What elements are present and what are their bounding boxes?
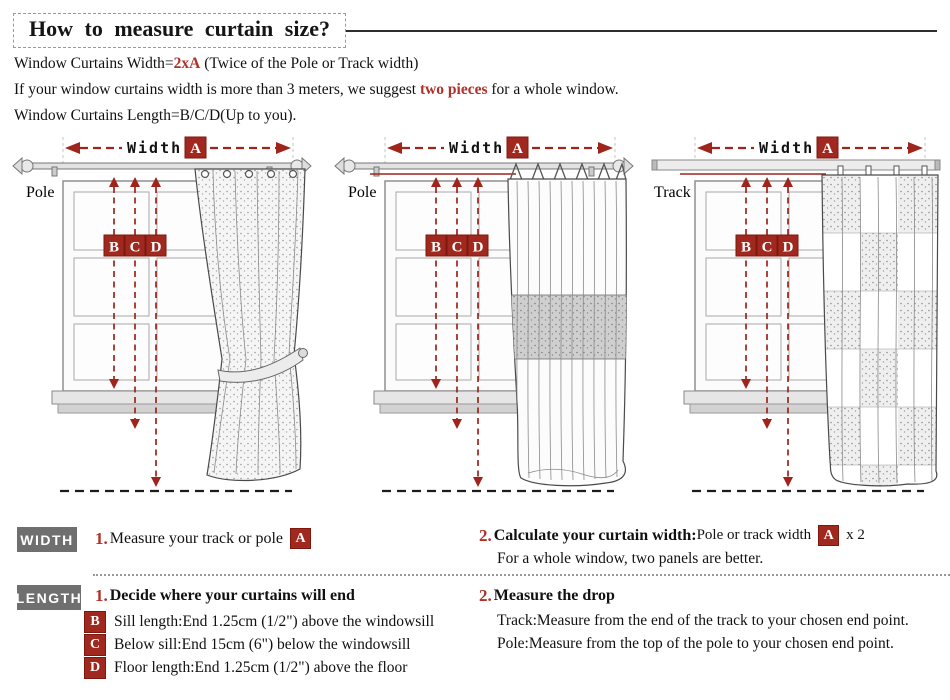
b-letter: B xyxy=(108,239,120,256)
intro-line-2-post: for a whole window. xyxy=(487,81,619,98)
step-text-post: x 2 xyxy=(846,527,865,543)
a-letter: A xyxy=(190,141,201,157)
c-badge: C xyxy=(84,634,106,656)
length-step-2 xyxy=(479,586,615,606)
width-arrow xyxy=(65,137,291,158)
intro-line-2 xyxy=(14,77,619,103)
a-letter: A xyxy=(512,141,523,157)
length-item-below-sill xyxy=(84,634,411,656)
length-item-text: Floor length:End 1.25cm (1/2") above the floor xyxy=(114,659,408,676)
step-number: 2. xyxy=(479,525,492,545)
title-rule xyxy=(346,30,937,32)
intro-text xyxy=(14,51,619,129)
length-step-1 xyxy=(95,586,355,606)
checkered-curtain xyxy=(820,166,942,487)
length-pole-note: Pole:Measure from the top of the pole to your chosen end point. xyxy=(497,635,894,652)
step-number: 1. xyxy=(95,586,108,605)
b-letter: B xyxy=(430,239,442,256)
width-arrow xyxy=(387,137,613,158)
diagram-pole-tietop-curtain xyxy=(330,133,640,505)
intro-line-1-post: (Twice of the Pole or Track width) xyxy=(200,55,419,72)
tietop-curtain xyxy=(504,164,632,486)
width-label: Width xyxy=(127,139,183,157)
b-badge: B xyxy=(84,611,106,633)
b-letter: B xyxy=(740,239,752,256)
c-letter: C xyxy=(129,239,141,256)
intro-line-1-pre: Window Curtains Width= xyxy=(14,55,174,72)
step-text-bold: Calculate your curtain width: xyxy=(493,526,697,544)
width-step-2 xyxy=(479,525,865,546)
length-section-heading: LENGTH xyxy=(17,585,81,610)
intro-line-2-pre: If your window curtains width is more than 3 meters, we suggest xyxy=(14,81,420,98)
mount-label: Pole xyxy=(26,184,55,201)
bcd-boxes xyxy=(104,235,166,256)
intro-line-1-highlight: 2xA xyxy=(173,55,201,72)
width-label: Width xyxy=(759,139,815,157)
length-item-sill xyxy=(84,611,434,633)
c-letter: C xyxy=(451,239,463,256)
a-badge: A xyxy=(818,525,839,546)
section-divider xyxy=(93,574,950,576)
length-item-floor xyxy=(84,657,407,679)
intro-line-1 xyxy=(14,51,619,77)
width-section-heading: WIDTH xyxy=(17,527,77,552)
step-text: Measure your track or pole xyxy=(109,529,284,547)
width-step-1 xyxy=(95,528,318,549)
length-item-text: Sill length:End 1.25cm (1/2") above the windowsill xyxy=(114,613,435,630)
step-text: Pole or track width xyxy=(696,527,812,543)
width-step-2-note: For a whole window, two panels are better. xyxy=(497,550,764,567)
a-badge: A xyxy=(290,528,311,549)
intro-line-3-text: Window Curtains Length=B/C/D(Up to you). xyxy=(14,107,297,124)
d-letter: D xyxy=(472,239,484,256)
d-letter: D xyxy=(782,239,794,256)
width-label: Width xyxy=(449,139,505,157)
curtain-texture xyxy=(820,173,942,487)
diagram-track-checkered-curtain xyxy=(640,133,950,505)
length-item-text: Below sill:End 15cm (6") below the windowsill xyxy=(114,636,411,653)
intro-line-2-highlight: two pieces xyxy=(419,81,488,98)
width-arrow xyxy=(697,137,923,158)
mount-label: Pole xyxy=(348,184,377,201)
bcd-boxes xyxy=(426,235,488,256)
step-text: Measure the drop xyxy=(493,587,615,604)
diagram-pole-grommet-curtain xyxy=(8,133,318,505)
step-number: 2. xyxy=(479,586,492,605)
step-number: 1. xyxy=(95,528,108,548)
mount-label: Track xyxy=(654,184,691,201)
bcd-boxes xyxy=(736,235,798,256)
page-title: How to measure curtain size? xyxy=(13,13,346,48)
c-letter: C xyxy=(761,239,773,256)
header xyxy=(13,13,937,48)
intro-line-3 xyxy=(14,103,619,129)
length-track-note: Track:Measure from the end of the track to your chosen end point. xyxy=(497,612,909,629)
a-letter: A xyxy=(822,141,833,157)
step-text: Decide where your curtains will end xyxy=(109,587,355,604)
d-badge: D xyxy=(84,657,106,679)
d-letter: D xyxy=(150,239,162,256)
